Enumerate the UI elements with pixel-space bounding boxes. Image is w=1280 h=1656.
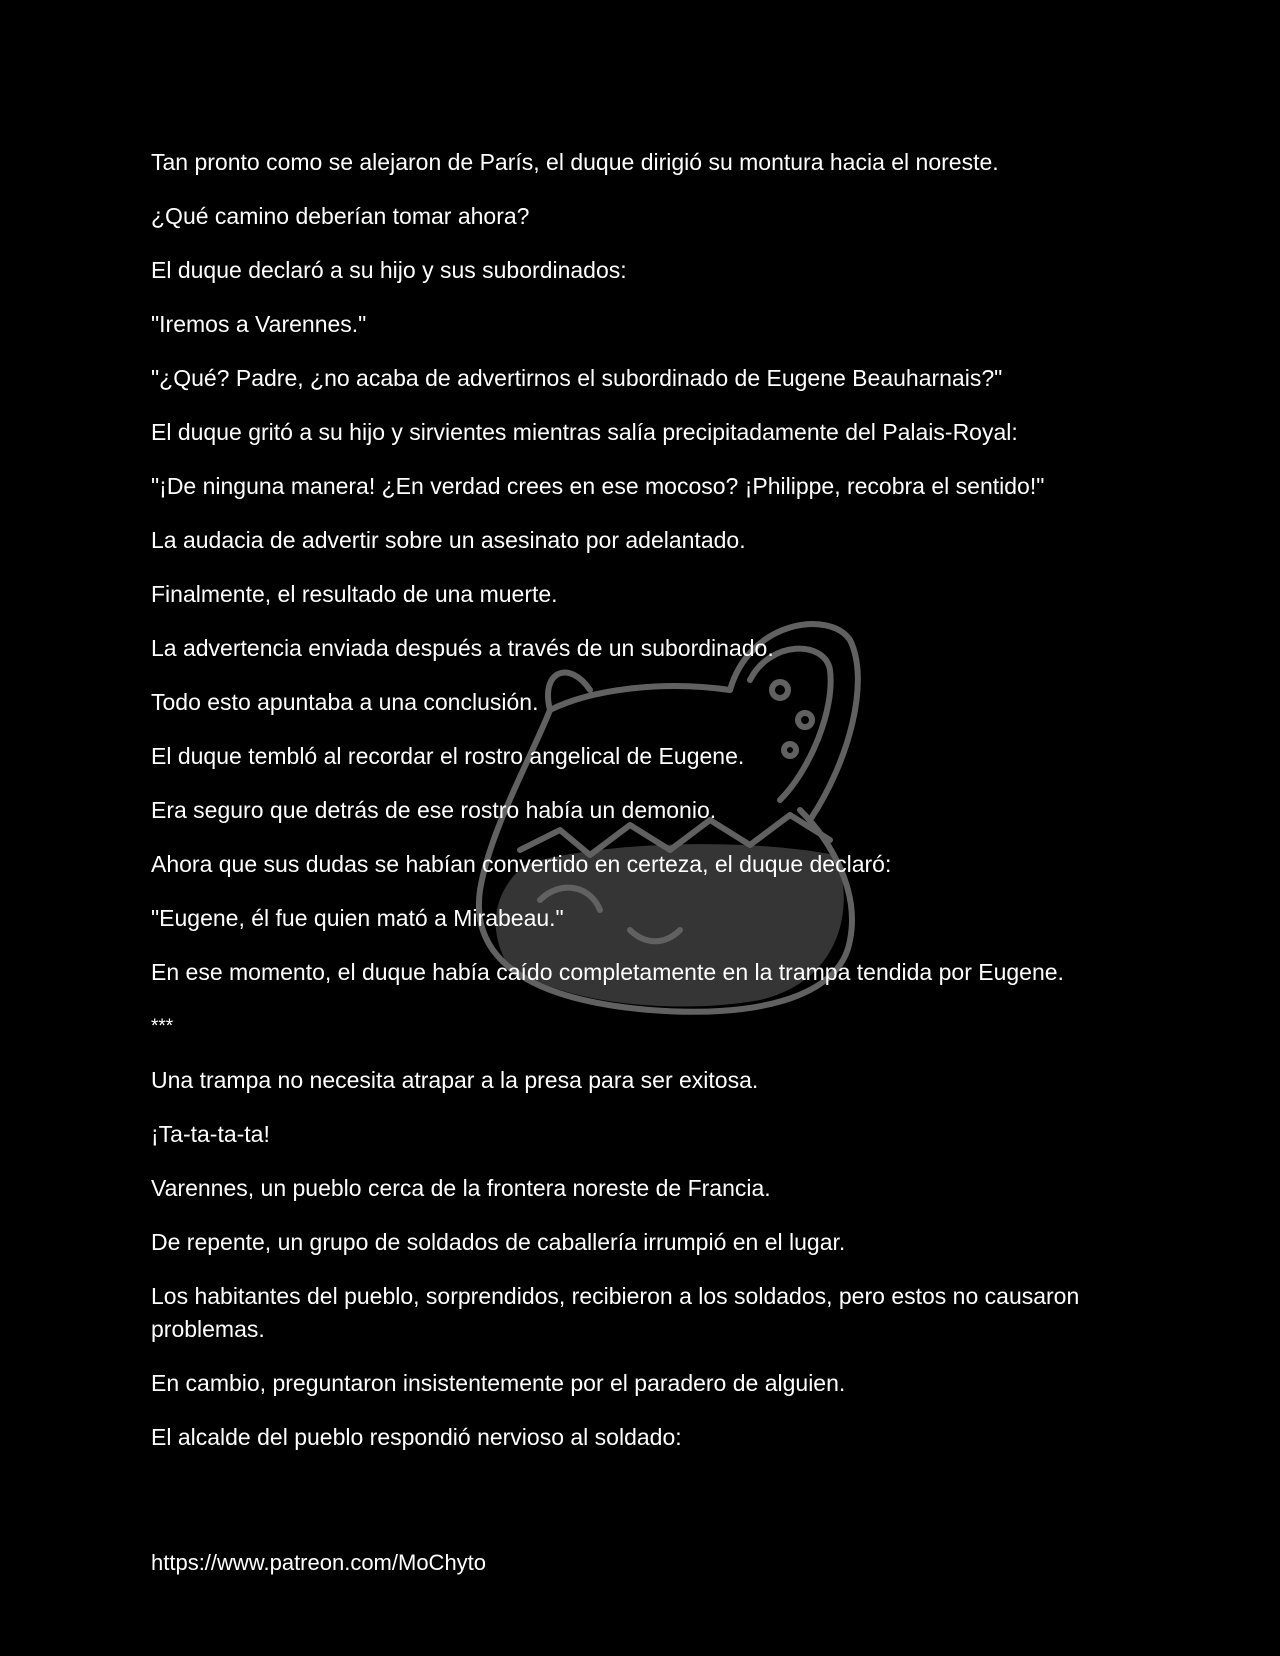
paragraph: El alcalde del pueblo respondió nervioso al soldado: [151,1424,682,1450]
paragraph: La audacia de advertir sobre un asesinato por adelantado. [151,527,746,553]
paragraph: El duque tembló al recordar el rostro angelical de Eugene. [151,743,745,769]
paragraph: La advertencia enviada después a través de un subordinado. [151,635,774,661]
paragraph: El duque gritó a su hijo y sirvientes mientras salía precipitadamente del Palais-Royal: [151,419,1018,445]
document-body [151,146,1141,1475]
paragraph: "¿Qué? Padre, ¿no acaba de advertirnos el subordinado de Eugene Beauharnais?" [151,365,1003,391]
section-separator: *** [151,1016,174,1037]
paragraph: Era seguro que detrás de ese rostro había un demonio. [151,797,717,823]
paragraph: Varennes, un pueblo cerca de la frontera noreste de Francia. [151,1175,771,1201]
paragraph: El duque declaró a su hijo y sus subordinados: [151,257,627,283]
paragraph: Ahora que sus dudas se habían convertido en certeza, el duque declaró: [151,851,892,877]
paragraph: ¿Qué camino deberían tomar ahora? [151,203,530,229]
paragraph: "¡De ninguna manera! ¿En verdad crees en ese mocoso? ¡Philippe, recobra el sentido!" [151,473,1045,499]
paragraph: "Eugene, él fue quien mató a Mirabeau." [151,905,564,931]
paragraph: Todo esto apuntaba a una conclusión. [151,689,539,715]
paragraph: Una trampa no necesita atrapar a la presa para ser exitosa. [151,1067,759,1093]
paragraph: "Iremos a Varennes." [151,311,367,337]
paragraph: En cambio, preguntaron insistentemente por el paradero de alguien. [151,1370,846,1396]
paragraph: Finalmente, el resultado de una muerte. [151,581,558,607]
paragraph: Los habitantes del pueblo, sorprendidos, recibieron a los soldados, pero estos no causaron problemas. [151,1283,1080,1342]
paragraph: ¡Ta-ta-ta-ta! [151,1121,270,1147]
patreon-link[interactable]: https://www.patreon.com/MoChyto [151,1550,487,1575]
paragraph: De repente, un grupo de soldados de caballería irrumpió en el lugar. [151,1229,846,1255]
paragraph: En ese momento, el duque había caído completamente en la trampa tendida por Eugene. [151,959,1064,985]
paragraph: Tan pronto como se alejaron de París, el duque dirigió su montura hacia el noreste. [151,149,999,175]
